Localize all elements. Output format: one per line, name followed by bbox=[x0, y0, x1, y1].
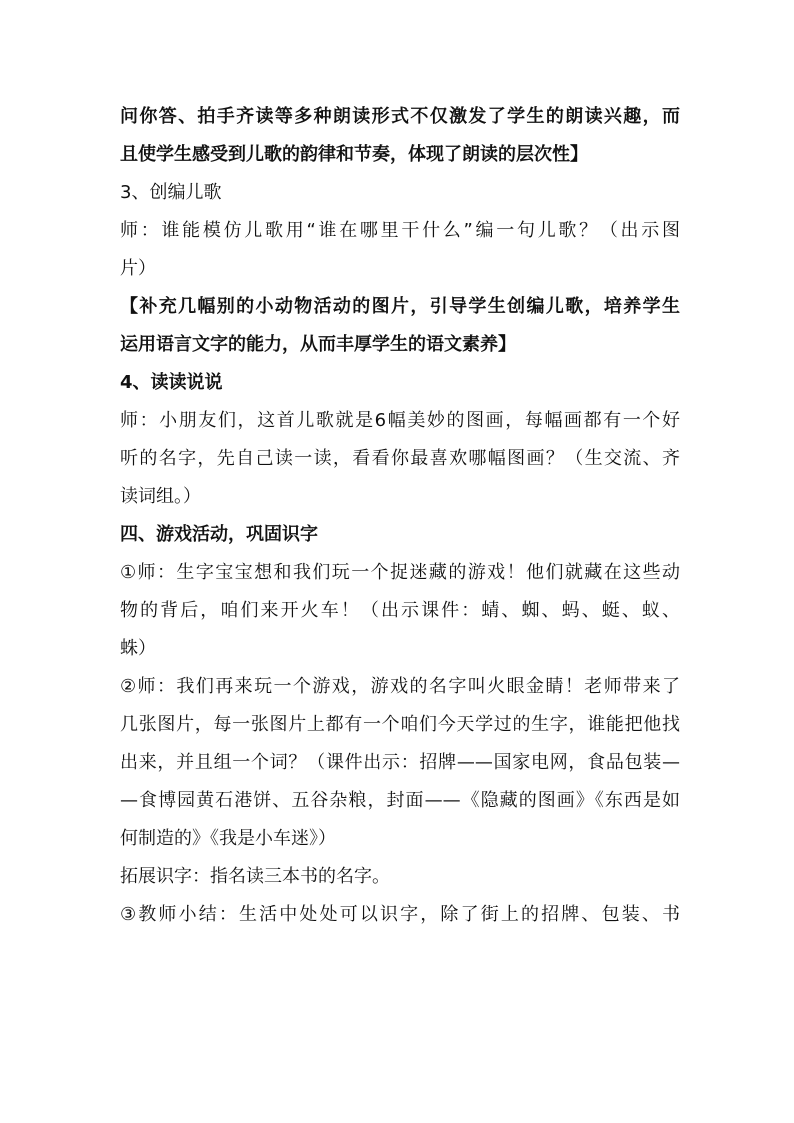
text-line: 出来，并且组一个词？（课件出示：招牌——国家电网，食品包装— bbox=[120, 752, 680, 773]
section-heading: 4、读读说说 bbox=[120, 372, 223, 393]
text-line: 何制造的》《我是小车迷》） bbox=[120, 828, 336, 849]
text-line: 听的名字，先自己读一读，看看你最喜欢哪幅图画？（生交流、齐 bbox=[120, 448, 680, 469]
text-line: 片） bbox=[120, 258, 156, 279]
text-line: 且使学生感受到儿歌的韵律和节奏，体现了朗读的层次性】 bbox=[120, 144, 588, 165]
text-line: —食博园黄石港饼、五谷杂粮，封面——《隐藏的图画》《东西是如 bbox=[120, 790, 680, 811]
text-line: ①师：生字宝宝想和我们玩一个捉迷藏的游戏！他们就藏在这些动 bbox=[120, 562, 680, 583]
text-line: 物的背后，咱们来开火车！（出示课件：蜻、蜘、蚂、蜓、蚁、 bbox=[120, 600, 680, 621]
text-line: 蛛） bbox=[120, 638, 156, 659]
text-line: 【补充几幅别的小动物活动的图片，引导学生创编儿歌，培养学生 bbox=[120, 296, 680, 317]
text-line: 师：谁能模仿儿歌用“谁在哪里干什么”编一句儿歌？（出示图 bbox=[120, 220, 680, 241]
lesson-text bbox=[120, 98, 680, 934]
text-line: ②师：我们再来玩一个游戏，游戏的名字叫火眼金睛！老师带来了 bbox=[120, 676, 680, 697]
section-heading: 3、创编儿歌 bbox=[120, 182, 222, 203]
text-line: 问你答、拍手齐读等多种朗读形式不仅激发了学生的朗读兴趣，而 bbox=[120, 106, 680, 127]
text-line: ③教师小结：生活中处处可以识字，除了街上的招牌、包装、书 bbox=[120, 904, 680, 925]
text-line: 几张图片，每一张图片上都有一个咱们今天学过的生字，谁能把他找 bbox=[120, 714, 680, 735]
text-line: 师：小朋友们，这首儿歌就是6幅美妙的图画，每幅画都有一个好 bbox=[120, 410, 680, 431]
text-line: 读词组。） bbox=[120, 486, 201, 507]
text-line: 运用语言文字的能力，从而丰厚学生的语文素养】 bbox=[120, 334, 516, 355]
section-heading: 四、游戏活动，巩固识字 bbox=[120, 524, 318, 545]
text-line: 拓展识字：指名读三本书的名字。 bbox=[120, 866, 390, 887]
